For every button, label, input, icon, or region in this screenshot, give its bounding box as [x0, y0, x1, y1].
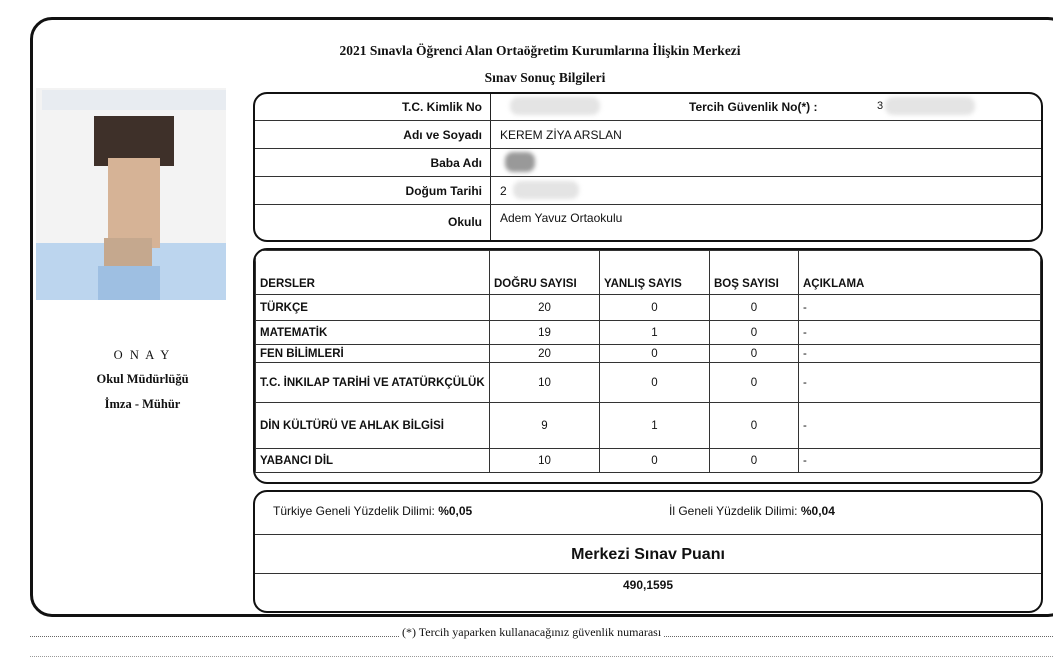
empty-cell: 0: [710, 345, 799, 363]
approval-signature: İmza - Mühür: [104, 397, 181, 411]
student-photo: [36, 88, 226, 300]
info-row-school: [255, 205, 1041, 242]
father-label: Baba Adı: [430, 156, 482, 170]
header-correct: DOĞRU SAYISI: [490, 251, 600, 295]
header-empty: BOŞ SAYISI: [710, 251, 799, 295]
wrong-cell: 0: [600, 345, 710, 363]
grades-table: [255, 250, 1041, 473]
correct-cell: 20: [490, 345, 600, 363]
wrong-cell: 0: [600, 363, 710, 403]
province-percentile-value: %0,04: [800, 504, 835, 518]
security-label: Tercih Güvenlik No(*) :: [689, 100, 818, 114]
correct-cell: 20: [490, 295, 600, 321]
redacted-birth: [513, 181, 579, 199]
turkey-percentile: [273, 504, 472, 518]
document-title: 2021 Sınavla Öğrenci Alan Ortaöğretim Kurumlarına İlişkin Merkezi: [339, 43, 741, 58]
table-row: [256, 403, 1041, 449]
turkey-percentile-value: %0,05: [438, 504, 473, 518]
empty-cell: 0: [710, 449, 799, 473]
redacted-security: [885, 97, 975, 115]
province-percentile: [669, 504, 835, 518]
table-row: [256, 295, 1041, 321]
note-cell: -: [799, 363, 1041, 403]
info-row-name: [255, 121, 1041, 149]
correct-cell: 10: [490, 449, 600, 473]
document-subtitle: Sınav Sonuç Bilgileri: [484, 70, 606, 85]
subject-cell: DİN KÜLTÜRÜ VE AHLAK BİLGİSİ: [256, 403, 490, 449]
table-row: [256, 321, 1041, 345]
approval-office: Okul Müdürlüğü: [96, 372, 189, 386]
province-percentile-label: İl Geneli Yüzdelik Dilimi:: [669, 504, 798, 518]
birth-label: Doğum Tarihi: [405, 184, 482, 198]
empty-cell: 0: [710, 403, 799, 449]
school-value: Adem Yavuz Ortaokulu: [500, 211, 623, 225]
empty-cell: 0: [710, 321, 799, 345]
results-box: [253, 490, 1043, 613]
name-label: Adı ve Soyadı: [403, 128, 482, 142]
subject-cell: FEN BİLİMLERİ: [256, 345, 490, 363]
birth-value: 2: [500, 184, 507, 198]
redacted-father: [505, 152, 535, 172]
wrong-cell: 0: [600, 449, 710, 473]
note-cell: -: [799, 449, 1041, 473]
security-value: 3: [877, 100, 884, 112]
turkey-percentile-label: Türkiye Geneli Yüzdelik Dilimi:: [273, 504, 435, 518]
dotted-divider-bottom: [30, 656, 1053, 657]
table-row: [256, 363, 1041, 403]
note-cell: -: [799, 403, 1041, 449]
grades-header-row: [256, 251, 1041, 295]
tc-label: T.C. Kimlik No: [401, 100, 482, 114]
header-wrong: YANLIŞ SAYIS: [600, 251, 710, 295]
table-row: [256, 345, 1041, 363]
approval-title: O N A Y: [113, 348, 172, 362]
score-value: 490,1595: [622, 578, 674, 592]
school-label: Okulu: [447, 215, 482, 229]
note-cell: -: [799, 295, 1041, 321]
wrong-cell: 1: [600, 403, 710, 449]
score-title: Merkezi Sınav Puanı: [255, 534, 1041, 574]
empty-cell: 0: [710, 363, 799, 403]
subject-cell: MATEMATİK: [256, 321, 490, 345]
info-row-father: [255, 149, 1041, 177]
student-info-box: [253, 92, 1043, 242]
correct-cell: 9: [490, 403, 600, 449]
note-cell: -: [799, 321, 1041, 345]
header-note: AÇIKLAMA: [799, 251, 1041, 295]
table-row: [256, 449, 1041, 473]
header-subjects: DERSLER: [256, 251, 490, 295]
name-value: KEREM ZİYA ARSLAN: [500, 128, 622, 142]
footnote: (*) Tercih yaparken kullanacağınız güvenlik numarası: [402, 625, 662, 639]
correct-cell: 19: [490, 321, 600, 345]
subject-cell: YABANCI DİL: [256, 449, 490, 473]
subject-cell: TÜRKÇE: [256, 295, 490, 321]
wrong-cell: 0: [600, 295, 710, 321]
subject-cell: T.C. İNKILAP TARİHİ VE ATATÜRKÇÜLÜK: [256, 363, 490, 403]
correct-cell: 10: [490, 363, 600, 403]
empty-cell: 0: [710, 295, 799, 321]
note-cell: -: [799, 345, 1041, 363]
info-row-birth: [255, 177, 1041, 205]
redacted-tc: [510, 97, 600, 115]
info-row-tc: [255, 94, 1041, 121]
grades-table-box: [253, 248, 1043, 484]
wrong-cell: 1: [600, 321, 710, 345]
